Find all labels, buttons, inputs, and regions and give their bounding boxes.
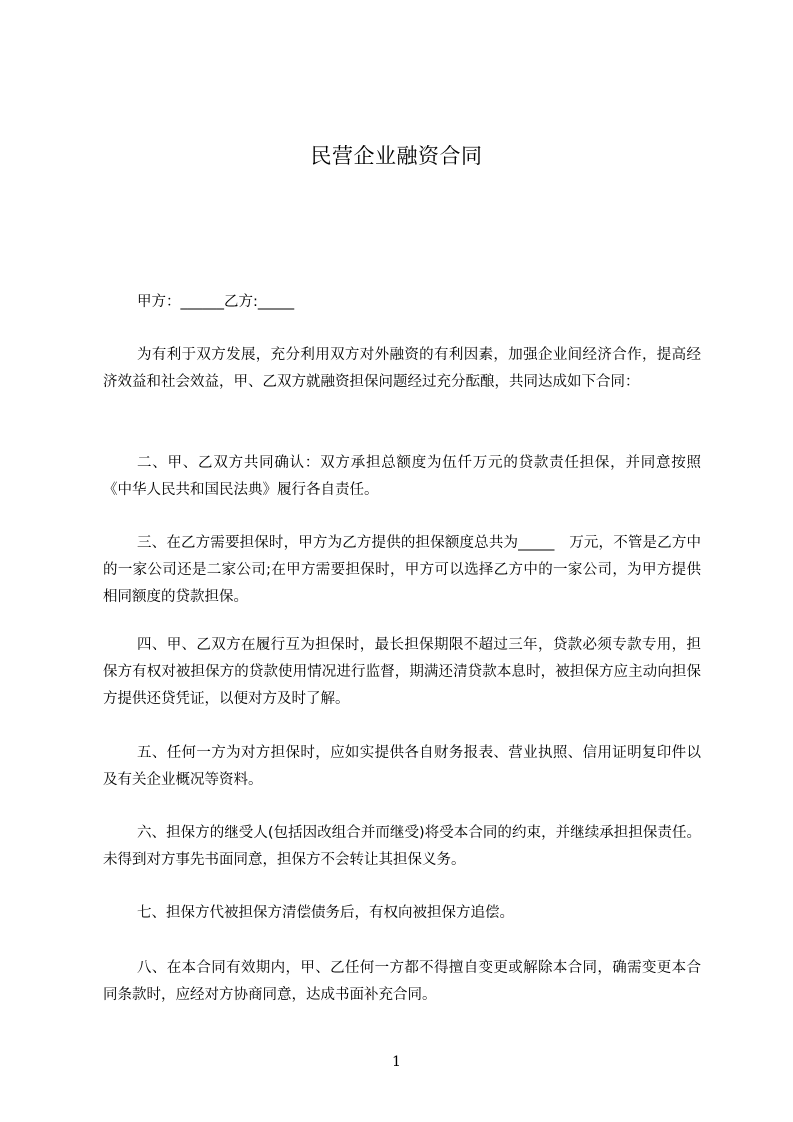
paragraph-clause-8: 八、在本合同有效期内，甲、乙任何一方都不得擅自变更或解除本合同，确需变更本合同条款时，应经对方协商同意，达成书面补充合同。 [103,960,701,1003]
paragraph-clause-4: 四、甲、乙双方在履行互为担保时，最长担保期限不超过三年，贷款必须专款专用，担保方有权对被担保方的贷款使用情况进行监督，期满还清贷款本息时，被担保方应主动向担保方提供还贷凭证，以便对方及时了解。 [103,637,701,707]
page-number: 1 [392,1054,401,1070]
paragraph-clause-7: 七、担保方代被担保方清偿债务后，有权向被担保方追偿。 [137,905,514,921]
paragraph-preamble: 为有利于双方发展，充分利用双方对外融资的有利因素，加强企业间经济合作，提高经济效益和社会效益，甲、乙双方就融资担保问题经过充分酝酿，共同达成如下合同： [103,347,701,390]
paragraph-clause-6: 六、担保方的继受人(包括因改组合并而继受)将受本合同的约束，并继续承担担保责任。未得到对方事先书面同意，担保方不会转让其担保义务。 [103,825,701,868]
document-title: 民营企业融资合同 [310,144,483,168]
paragraph-clause-2: 二、甲、乙双方共同确认：双方承担总额度为伍仟万元的贷款责任担保，并同意按照《中华人民共和国民法典》履行各自责任。 [103,455,701,498]
paragraph-clause-3: 三、在乙方需要担保时，甲方为乙方提供的担保额度总共为_____ 万元，不管是乙方中的一家公司还是二家公司;在甲方需要担保时，甲方可以选择乙方中的一家公司，为甲方提供相同额度的贷款担保。 [103,535,701,605]
parties-line: 甲方：______乙方:_____ [137,294,295,310]
paragraph-clause-5: 五、任何一方为对方担保时，应如实提供各自财务报表、营业执照、信用证明复印件以及有关企业概况等资料。 [103,745,701,788]
